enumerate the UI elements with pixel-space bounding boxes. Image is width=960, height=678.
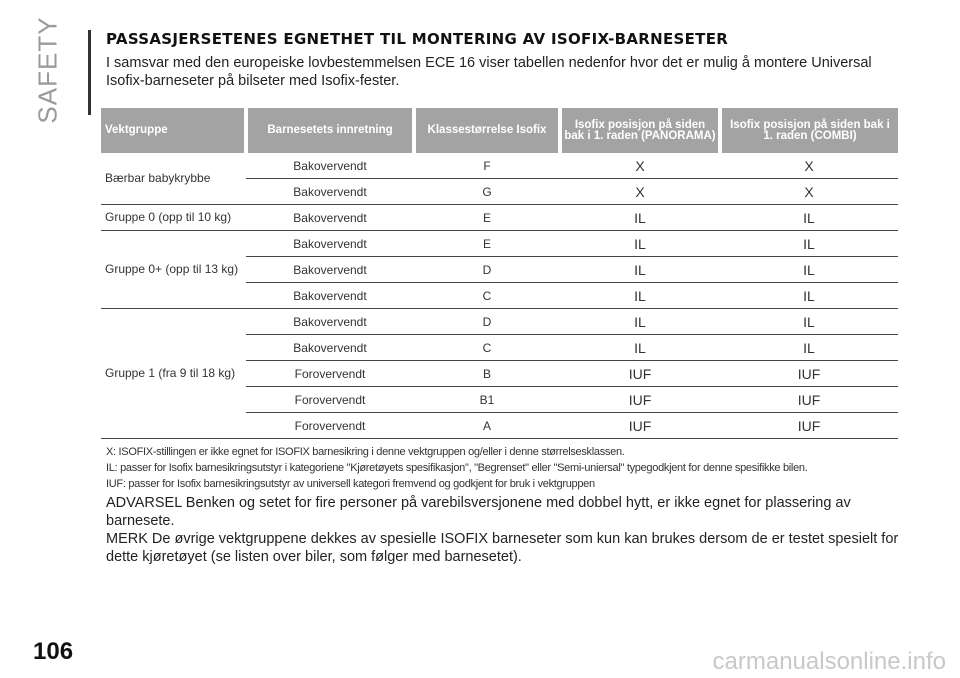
combi-cell: IUF [720, 387, 898, 413]
panorama-cell: IUF [560, 413, 720, 439]
section-label: SAFETY [32, 16, 63, 124]
orientation-cell: Bakovervendt [246, 205, 414, 231]
size-cell: E [414, 205, 560, 231]
footnote-x: X: ISOFIX-stillingen er ikke egnet for ISOFIX barnesikring i denne vektgruppen og/eller i denne størrelsesklassen. [106, 446, 625, 458]
orientation-cell: Bakovervendt [246, 309, 414, 335]
panorama-cell: IL [560, 257, 720, 283]
combi-cell: IL [720, 231, 898, 257]
orientation-cell: Bakovervendt [246, 335, 414, 361]
group-cell: Gruppe 0 (opp til 10 kg) [101, 205, 246, 231]
size-cell: D [414, 257, 560, 283]
orientation-cell: Bakovervendt [246, 231, 414, 257]
combi-cell: IL [720, 257, 898, 283]
size-cell: C [414, 335, 560, 361]
orientation-cell: Bakovervendt [246, 179, 414, 205]
table-row [101, 309, 898, 335]
isofix-table [101, 108, 898, 439]
orientation-cell: Forovervendt [246, 413, 414, 439]
group-cell: Gruppe 0+ (opp til 13 kg) [101, 231, 246, 309]
combi-cell: IL [720, 335, 898, 361]
size-cell: E [414, 231, 560, 257]
warning-paragraph: ADVARSEL Benken og setet for fire personer på varebilsversjonene med dobbel hytt, er ikke egnet for plassering av barnesete. [106, 495, 851, 529]
header-weight-group: Vektgruppe [101, 108, 246, 153]
size-cell: C [414, 283, 560, 309]
panorama-cell: IL [560, 205, 720, 231]
page-number: 106 [33, 638, 74, 665]
panorama-cell: IL [560, 309, 720, 335]
orientation-cell: Bakovervendt [246, 283, 414, 309]
table-footnotes [106, 444, 906, 492]
intro-paragraph: I samsvar med den europeiske lovbestemmelsen ECE 16 viser tabellen nedenfor hvor det er mulig å montere Universal Isofix-barneseter på bilseter med Isofix-fester. [106, 55, 872, 89]
panorama-cell: X [560, 153, 720, 179]
panorama-cell: IUF [560, 361, 720, 387]
combi-cell: IL [720, 205, 898, 231]
table-row [101, 231, 898, 257]
size-cell: F [414, 153, 560, 179]
content [106, 30, 898, 90]
header-size-class: Klassestørrelse Isofix [414, 108, 560, 153]
footnote-il: IL: passer for Isofix barnesikringsutstyr i kategoriene "Kjøretøyets spesifikasjon", "Begrenset" eller "Semi-uniersal" typegodkjent for denne spesifikke bilen. [106, 462, 808, 474]
size-cell: B [414, 361, 560, 387]
combi-cell: IUF [720, 361, 898, 387]
group-cell: Gruppe 1 (fra 9 til 18 kg) [101, 309, 246, 439]
panorama-cell: X [560, 179, 720, 205]
table-row [101, 153, 898, 179]
orientation-cell: Forovervendt [246, 361, 414, 387]
panorama-cell: IL [560, 231, 720, 257]
page-title: PASSASJERSETENES EGNETHET TIL MONTERING AV ISOFIX-BARNESETER [106, 30, 729, 48]
table-header-row [101, 108, 898, 153]
combi-cell: IL [720, 309, 898, 335]
orientation-cell: Bakovervendt [246, 257, 414, 283]
table-row [101, 205, 898, 231]
watermark: carmanualsonline.info [712, 648, 946, 675]
merk-paragraph: MERK De øvrige vektgruppene dekkes av spesielle ISOFIX barneseter som kun kan brukes dersom de er testet spesielt for dette kjøretøyet (se listen over biler, som følger med barnesetet). [106, 531, 899, 565]
size-cell: G [414, 179, 560, 205]
combi-cell: IUF [720, 413, 898, 439]
panorama-cell: IUF [560, 387, 720, 413]
size-cell: D [414, 309, 560, 335]
footnote-iuf: IUF: passer for Isofix barnesikringsutstyr av universell kategori fremvend og godkjent for bruk i vektgruppen [106, 478, 595, 490]
header-orientation: Barnesetets innretning [246, 108, 414, 153]
orientation-cell: Bakovervendt [246, 153, 414, 179]
warnings [106, 494, 906, 566]
combi-cell: X [720, 179, 898, 205]
panorama-cell: IL [560, 283, 720, 309]
sidebar [0, 0, 95, 678]
header-panorama: Isofix posisjon på siden bak i 1. raden (PANORAMA) [560, 108, 720, 153]
orientation-cell: Forovervendt [246, 387, 414, 413]
combi-cell: IL [720, 283, 898, 309]
size-cell: B1 [414, 387, 560, 413]
panorama-cell: IL [560, 335, 720, 361]
group-cell: Bærbar babykrybbe [101, 153, 246, 205]
size-cell: A [414, 413, 560, 439]
combi-cell: X [720, 153, 898, 179]
header-combi: Isofix posisjon på siden bak i 1. raden (COMBI) [720, 108, 898, 153]
section-divider [88, 30, 91, 115]
